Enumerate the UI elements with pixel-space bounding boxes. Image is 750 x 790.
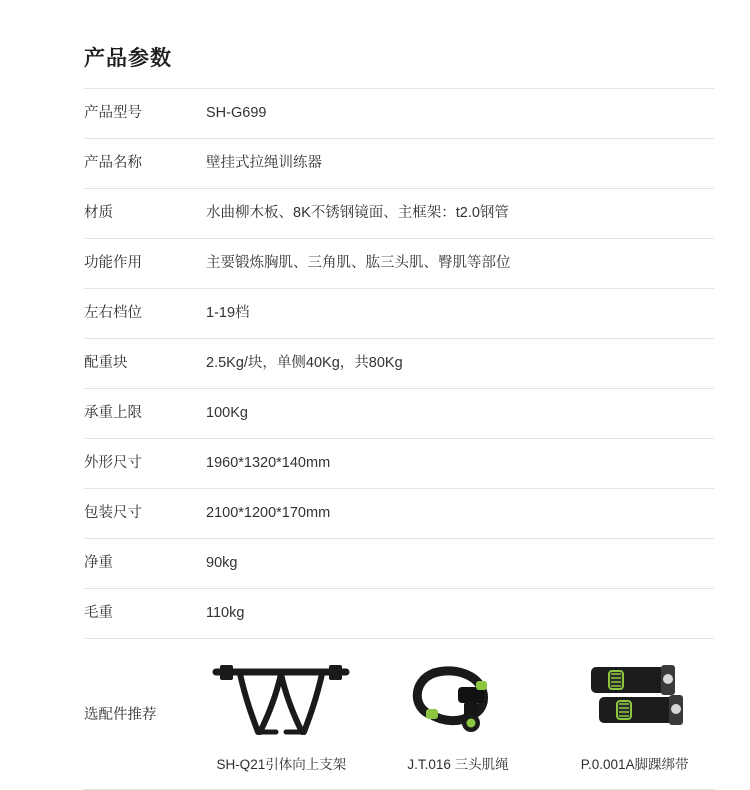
table-row bbox=[84, 389, 714, 439]
spec-value: 90kg bbox=[206, 555, 238, 572]
accessory-label: 选配件推荐 bbox=[84, 707, 157, 724]
spec-value: 100Kg bbox=[206, 405, 248, 422]
table-row bbox=[84, 289, 714, 339]
table-row bbox=[84, 339, 714, 389]
spec-label: 左右档位 bbox=[84, 305, 142, 322]
accessory-row bbox=[84, 639, 714, 790]
spec-label: 毛重 bbox=[84, 605, 113, 622]
table-row bbox=[84, 139, 714, 189]
spec-value: 主要锻炼胸肌、三角肌、肱三头肌、臀肌等部位 bbox=[206, 255, 511, 272]
triceps-rope-icon bbox=[379, 657, 538, 743]
table-row bbox=[84, 239, 714, 289]
list-item[interactable] bbox=[202, 657, 361, 775]
list-item[interactable] bbox=[555, 657, 714, 775]
spec-label: 净重 bbox=[84, 555, 113, 572]
table-row bbox=[84, 189, 714, 239]
spec-table bbox=[84, 88, 714, 790]
spec-label: 材质 bbox=[84, 205, 113, 222]
spec-value: 110kg bbox=[206, 605, 245, 622]
spec-value: 2100*1200*170mm bbox=[206, 505, 331, 522]
spec-value: 1-19档 bbox=[206, 305, 250, 322]
spec-label: 产品名称 bbox=[84, 155, 142, 172]
table-row bbox=[84, 489, 714, 539]
table-row bbox=[84, 439, 714, 489]
accessory-caption: SH-Q21引体向上支架 bbox=[216, 757, 347, 773]
ankle-strap-icon bbox=[555, 657, 714, 743]
list-item[interactable] bbox=[379, 657, 538, 775]
spec-label: 功能作用 bbox=[84, 255, 142, 272]
spec-value: 壁挂式拉绳训练器 bbox=[206, 155, 322, 172]
spec-value: 水曲柳木板、8K不锈钢镜面、主框架：t2.0钢管 bbox=[206, 205, 509, 222]
page-title: 产品参数 bbox=[84, 47, 172, 70]
spec-value: 1960*1320*140mm bbox=[206, 455, 331, 472]
spec-label: 承重上限 bbox=[84, 405, 142, 422]
accessory-caption: P.0.001A脚踝绑带 bbox=[580, 757, 689, 773]
spec-label: 配重块 bbox=[84, 355, 128, 372]
accessory-caption: J.T.016 三头肌绳 bbox=[407, 757, 509, 773]
pull-up-bar-icon bbox=[202, 657, 361, 743]
accessory-list bbox=[202, 657, 714, 775]
spec-label: 外形尺寸 bbox=[84, 455, 142, 472]
table-row bbox=[84, 89, 714, 139]
spec-value: SH-G699 bbox=[206, 105, 267, 121]
spec-label: 包装尺寸 bbox=[84, 505, 142, 522]
spec-value: 2.5Kg/块，单侧40Kg，共80Kg bbox=[206, 355, 403, 372]
spec-label: 产品型号 bbox=[84, 105, 142, 121]
table-row bbox=[84, 589, 714, 639]
table-row bbox=[84, 539, 714, 589]
